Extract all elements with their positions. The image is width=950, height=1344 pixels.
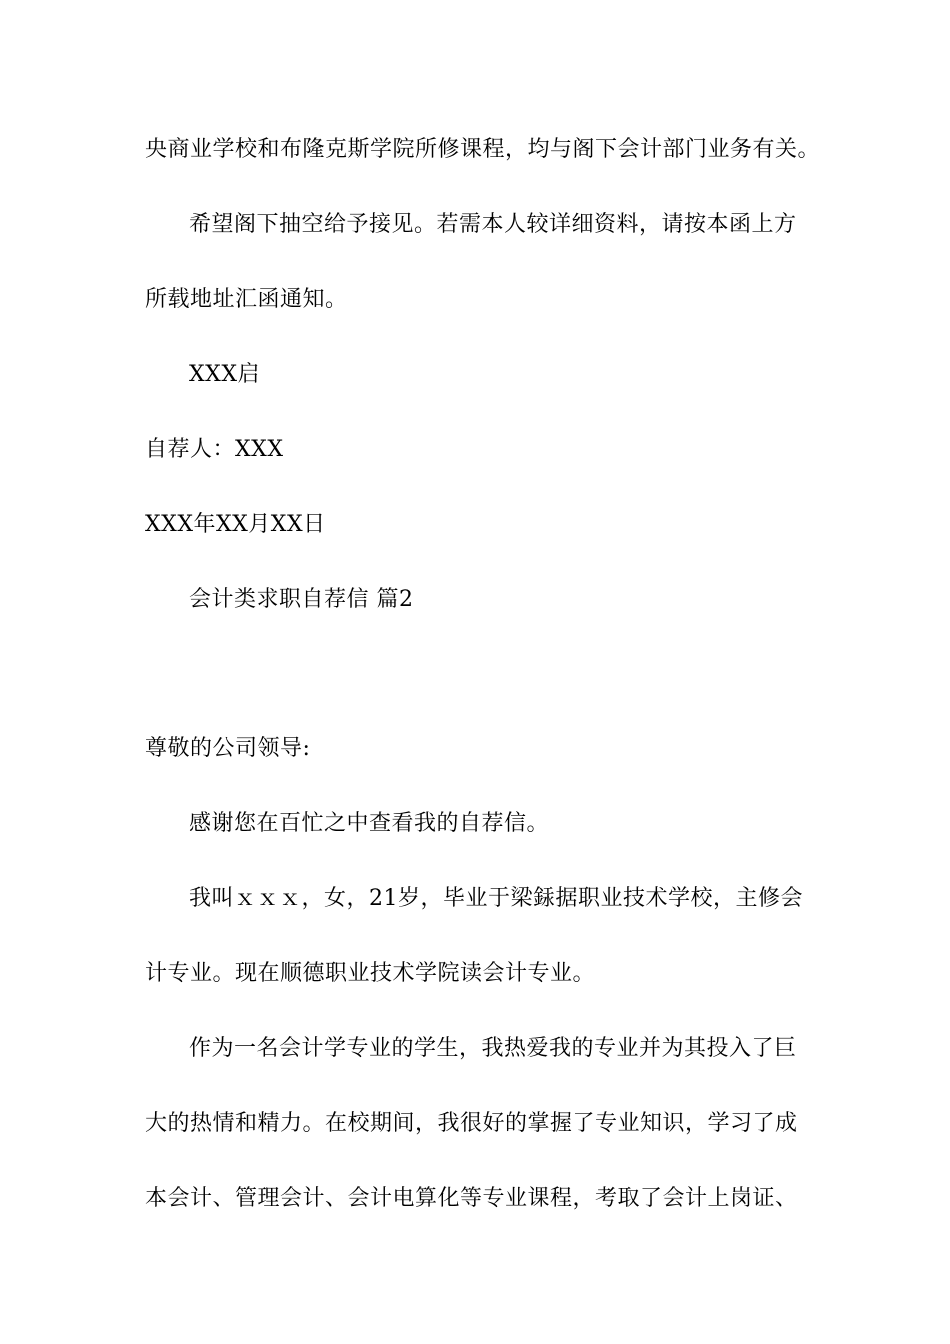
paragraph-line: 所载地址汇函通知。 xyxy=(145,287,348,312)
paragraph-line: 作为一名会计学专业的学生，我热爱我的专业并为其投入了巨 xyxy=(189,1036,797,1061)
signature-line: XXX启 xyxy=(189,362,260,387)
paragraph-line: 感谢您在百忙之中查看我的自荐信。 xyxy=(189,811,550,836)
paragraph-line: 本会计、管理会计、会计电算化等专业课程，考取了会计上岗证、 xyxy=(145,1186,798,1211)
paragraph-line: 央商业学校和布隆克斯学院所修课程，均与阁下会计部门业务有关。 xyxy=(145,137,821,162)
paragraph-line: 我叫ｘｘｘ，女，21岁，毕业于梁銾据职业技术学校，主修会 xyxy=(189,886,803,911)
date-line: XXX年XX月XX日 xyxy=(145,512,326,537)
section-heading: 会计类求职自荐信 篇2 xyxy=(189,587,414,612)
paragraph-line: 希望阁下抽空给予接见。若需本人较详细资料，请按本函上方 xyxy=(189,212,797,237)
paragraph-line: 大的热情和精力。在校期间，我很好的掌握了专业知识，学习了成 xyxy=(145,1111,798,1136)
paragraph-line: 计专业。现在顺德职业技术学院读会计专业。 xyxy=(145,961,596,986)
recommender-line: 自荐人：XXX xyxy=(145,437,284,462)
salutation: 尊敬的公司领导: xyxy=(145,736,311,761)
